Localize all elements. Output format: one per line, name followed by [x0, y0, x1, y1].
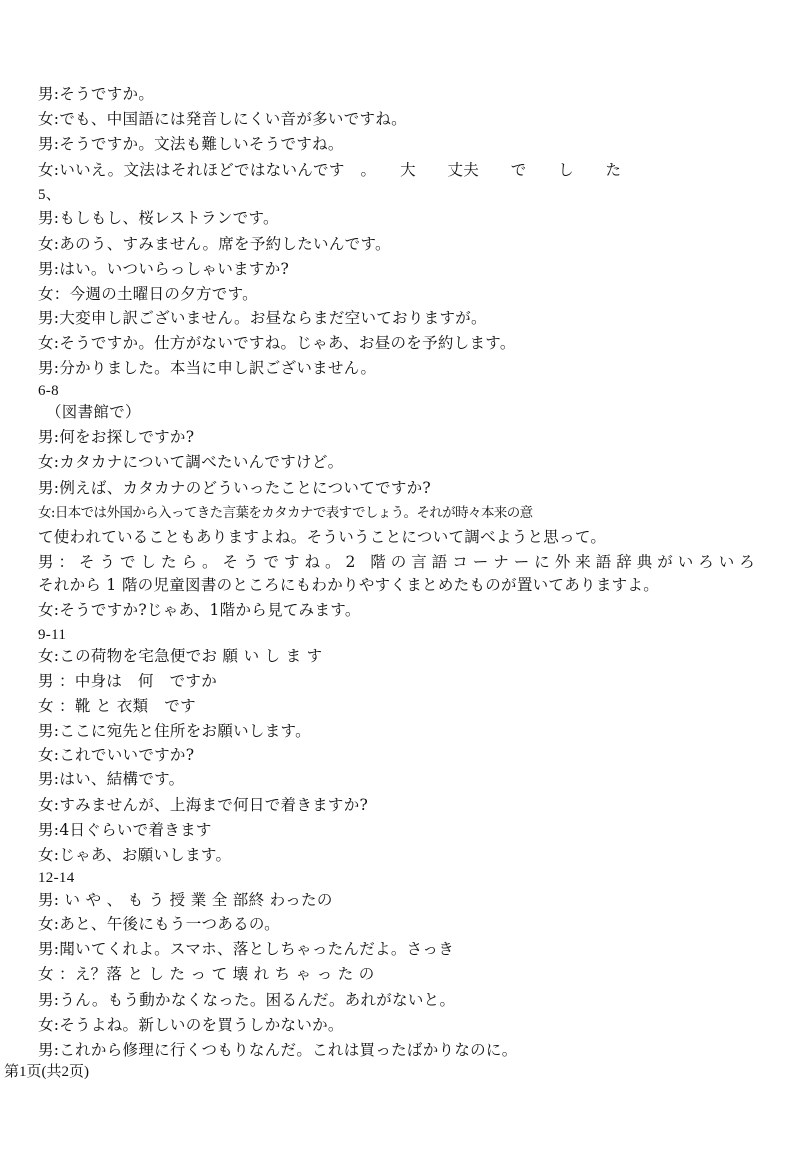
dialogue-line: 男:うん。もう動かなくなった。困るんだ。あれがないと。: [38, 991, 456, 1009]
page-footer: 第1页(共2页): [4, 1064, 89, 1080]
dialogue-line: 女:すみませんが、上海まで何日で着きますか?: [38, 796, 369, 814]
dialogue-line: 男:例えば、カタカナのどういったことについてですか?: [38, 479, 432, 497]
dialogue-line: 男:これから修理に行くつもりなんだ。これは買ったばかりなのに。: [38, 1041, 518, 1059]
dialogue-line: 女:そうよね。新しいのを買うしかないか。: [38, 1016, 344, 1034]
scene-note: （図書館で）: [46, 403, 141, 421]
dialogue-line: 女:じゃあ、お願いします。: [38, 846, 232, 864]
dialogue-line: 女:そうですか?じゃあ、1階から見てみます。: [38, 601, 361, 619]
dialogue-line: 男:大変申し訳ございません。お昼ならまだ空いておりますが。: [38, 309, 487, 327]
dialogue-line: 男:4日ぐらいで着きます: [38, 821, 212, 839]
dialogue-line: 男:そうですか。文法も難しいそうですね。: [38, 135, 344, 153]
dialogue-line: 女:あと、午後にもう一つあるの。: [38, 915, 280, 933]
dialogue-line: 女 ：靴 と 衣類 です: [38, 697, 196, 715]
dialogue-line: 男：そうでしたら。そうですね。2 階の言語コーナーに外来語辞典がいろいろ: [38, 553, 760, 571]
dialogue-line: 女:いいえ。文法はそれほどではないんです 。 大 丈夫 で し た: [38, 161, 622, 179]
dialogue-line: 女:これでいいですか?: [38, 746, 195, 764]
dialogue-line: 女 ：え？落 と し た っ て 壊 れ ち ゃ っ た の: [38, 965, 375, 983]
dialogue-line: 男:何をお探しですか?: [38, 428, 195, 446]
dialogue-line: 男:聞いてくれよ。スマホ、落としちゃったんだよ。さっき: [38, 940, 455, 958]
dialogue-line: 男:分かりました。本当に申し訳ございません。: [38, 359, 377, 377]
dialogue-line: 男:もしもし、桜レストランです。: [38, 209, 279, 227]
dialogue-line: 男: い や 、 も う 授 業 全 部終 わったの: [38, 891, 333, 909]
section-number: 12-14: [38, 870, 75, 886]
dialogue-line: 女:日本では外国から入ってきた言葉をカタカナで表すでしょう。それが時々本来の意: [38, 505, 533, 521]
dialogue-line: 女:カタカナについて調べたいんですけど。: [38, 453, 344, 471]
dialogue-line: 女：今週の土曜日の夕方です。: [38, 285, 258, 303]
dialogue-line: 男:はい。いついらっしゃいますか?: [38, 260, 290, 278]
section-number: 5、: [38, 187, 62, 203]
dialogue-line: 女:そうですか。仕方がないですね。じゃあ、お昼のを予約します。: [38, 334, 516, 352]
section-number: 6-8: [38, 383, 59, 399]
dialogue-line: それから 1 階の児童図書のところにもわかりやすくまとめたものが置いてありますよ。: [38, 576, 660, 594]
dialogue-line: 男:ここに宛先と住所をお願いします。: [38, 722, 311, 740]
dialogue-line: 男:そうですか。: [38, 85, 155, 103]
section-number: 9-11: [38, 627, 67, 643]
dialogue-line: 女:でも、中国語には発音しにくい音が多いですね。: [38, 110, 407, 128]
dialogue-line: 女:この荷物を宅急便でお 願 い し ま す: [38, 647, 323, 665]
dialogue-line: 女:あのう、すみません。席を予約したいんです。: [38, 235, 391, 253]
dialogue-line: て使われていることもありますよね。そういうことについて調べようと思って。: [38, 528, 607, 546]
dialogue-line: 男 ：中身は 何 ですか: [38, 672, 218, 690]
dialogue-line: 男:はい、結構です。: [38, 770, 185, 788]
